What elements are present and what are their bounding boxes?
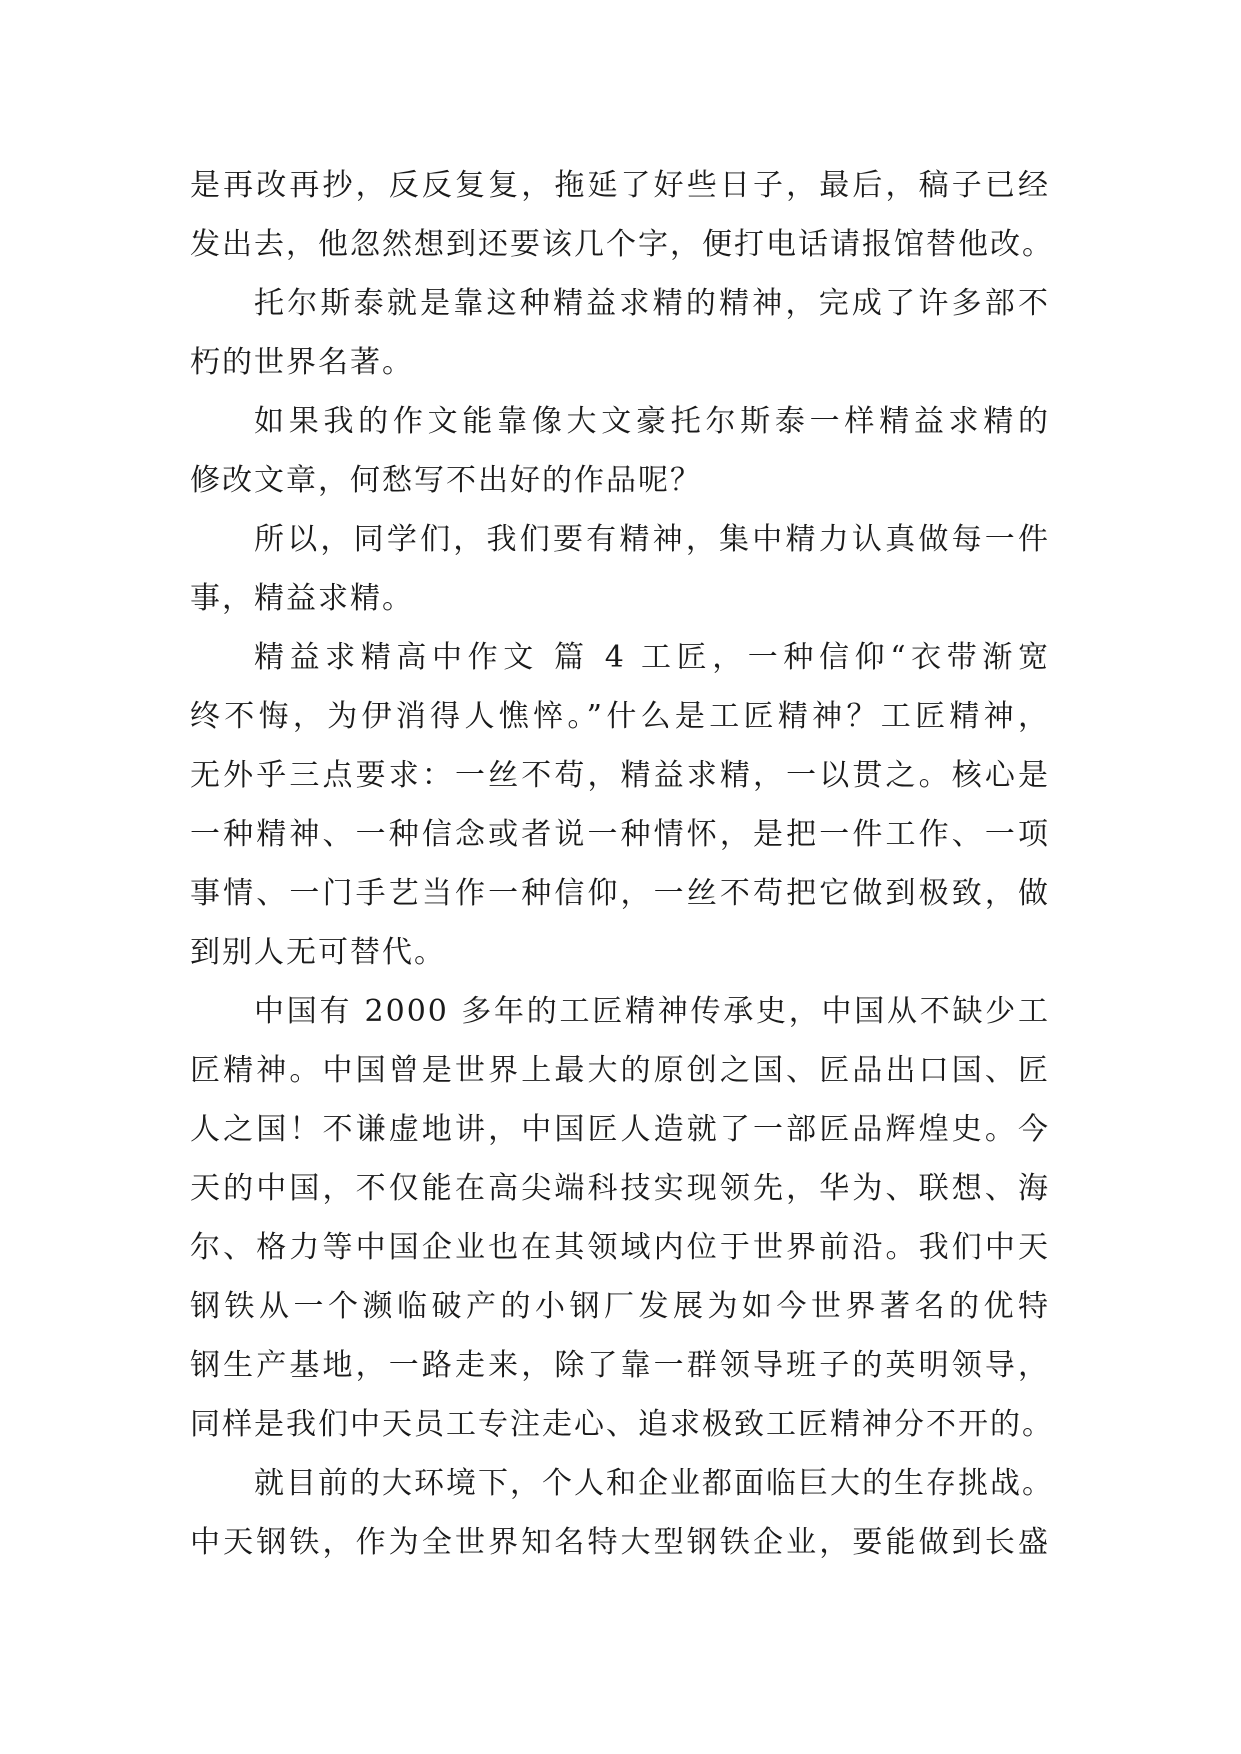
text-line: 尔、格力等中国企业也在其领域内位于世界前沿。我们中天	[190, 1230, 1050, 1265]
text-line: 中国有 2000 多年的工匠精神传承史，中国从不缺少工	[254, 994, 1050, 1029]
text-line: 事，精益求精。	[190, 581, 414, 616]
text-line: 中天钢铁，作为全世界知名特大型钢铁企业，要能做到长盛	[190, 1525, 1050, 1560]
text-line: 匠精神。中国曾是世界上最大的原创之国、匠品出口国、匠	[190, 1053, 1050, 1088]
text-line: 托尔斯泰就是靠这种精益求精的精神，完成了许多部不	[254, 286, 1050, 321]
text-line: 一种精神、一种信念或者说一种情怀，是把一件工作、一项	[190, 817, 1050, 852]
text-line: 人之国！不谦虚地讲，中国匠人造就了一部匠品辉煌史。今	[190, 1112, 1050, 1147]
text-line: 就目前的大环境下，个人和企业都面临巨大的生存挑战。	[254, 1466, 1054, 1501]
text-line: 精益求精高中作文 篇 4 工匠，一种信仰“衣带渐宽	[254, 640, 1050, 675]
text-line: 终不悔，为伊消得人憔悴。”什么是工匠精神？工匠精神，	[190, 699, 1050, 734]
text-line: 是再改再抄，反反复复，拖延了好些日子，最后，稿子已经	[190, 168, 1050, 203]
text-line: 所以，同学们，我们要有精神，集中精力认真做每一件	[254, 522, 1050, 557]
text-line: 如果我的作文能靠像大文豪托尔斯泰一样精益求精的	[254, 404, 1050, 439]
text-line: 钢铁从一个濒临破产的小钢厂发展为如今世界著名的优特	[190, 1289, 1050, 1324]
text-line: 钢生产基地，一路走来，除了靠一群领导班子的英明领导，	[190, 1348, 1050, 1383]
essay-body	[190, 156, 1054, 1572]
text-line: 发出去，他忽然想到还要该几个字，便打电话请报馆替他改。	[190, 227, 1054, 262]
text-line: 无外乎三点要求：一丝不苟，精益求精，一以贯之。核心是	[190, 758, 1050, 793]
text-line: 到别人无可替代。	[190, 935, 446, 970]
text-line: 天的中国，不仅能在高尖端科技实现领先，华为、联想、海	[190, 1171, 1050, 1206]
text-line: 朽的世界名著。	[190, 345, 414, 380]
text-line: 修改文章，何愁写不出好的作品呢？	[190, 463, 702, 498]
text-line: 事情、一门手艺当作一种信仰，一丝不苟把它做到极致，做	[190, 876, 1050, 911]
text-line: 同样是我们中天员工专注走心、追求极致工匠精神分不开的。	[190, 1407, 1054, 1442]
